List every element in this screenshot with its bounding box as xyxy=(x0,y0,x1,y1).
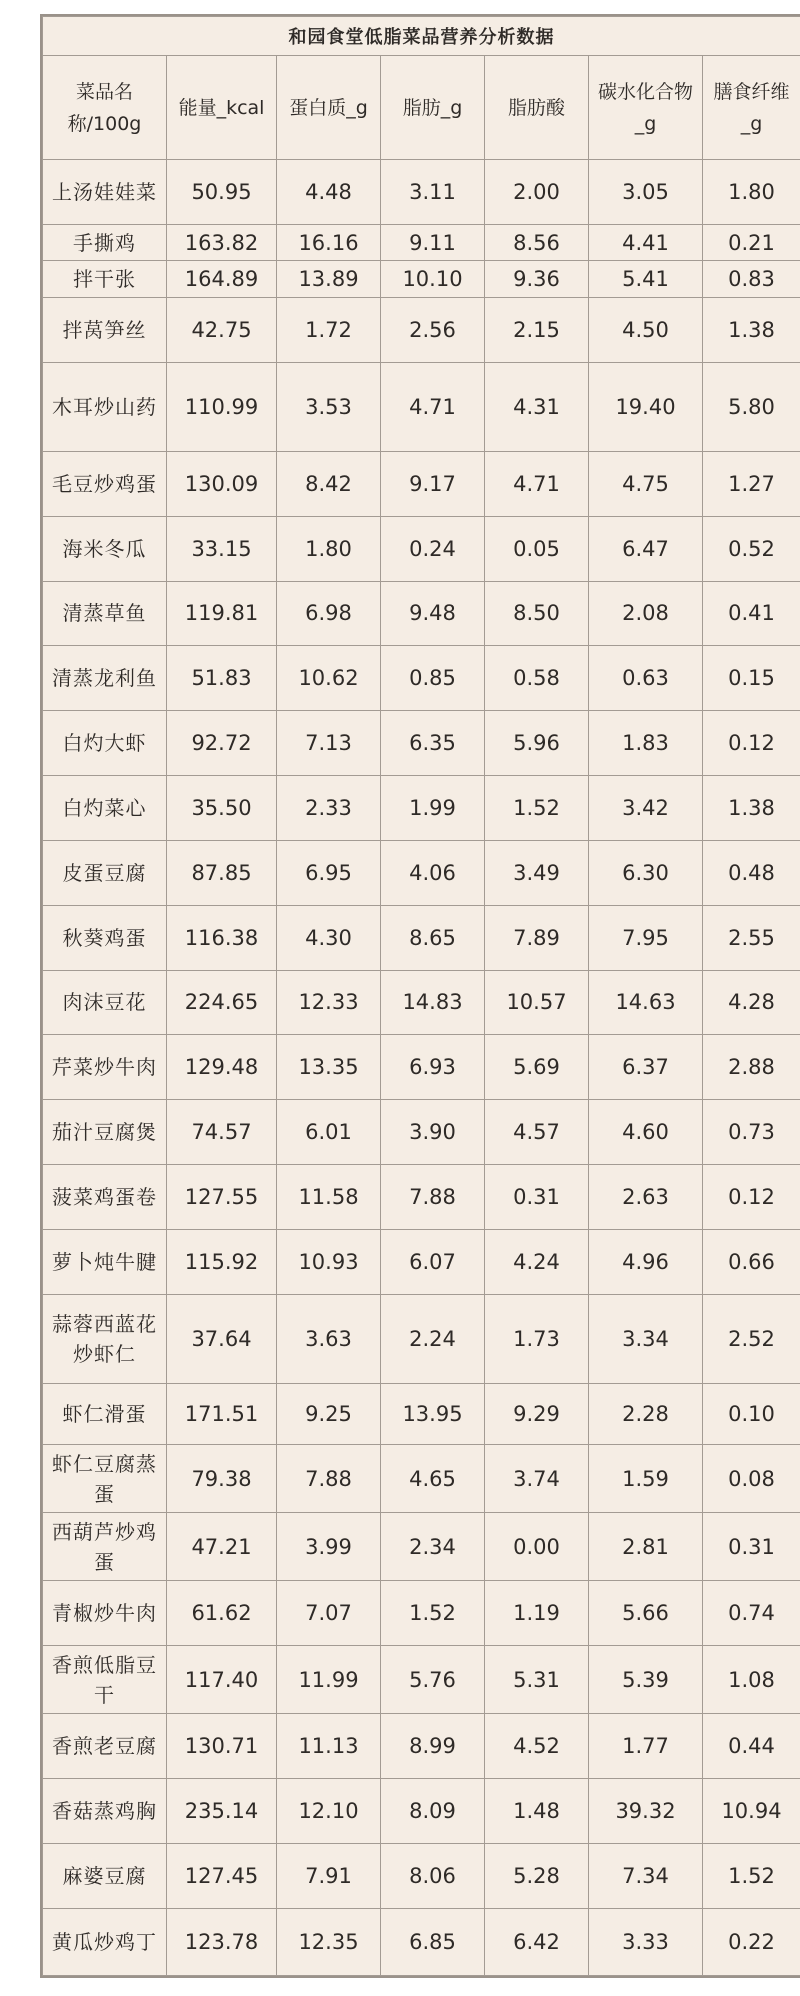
cell-carbohydrate: 1.83 xyxy=(589,711,703,776)
cell-fat: 6.07 xyxy=(381,1229,485,1294)
cell-fatty-acid: 4.71 xyxy=(485,451,589,516)
cell-dish-name: 上汤娃娃菜 xyxy=(43,160,167,225)
cell-dietary-fiber: 1.38 xyxy=(703,776,800,841)
cell-dish-name: 皮蛋豆腐 xyxy=(43,840,167,905)
cell-fatty-acid: 0.58 xyxy=(485,646,589,711)
cell-carbohydrate: 14.63 xyxy=(589,970,703,1035)
cell-protein: 12.33 xyxy=(277,970,381,1035)
table-row xyxy=(43,1779,800,1844)
cell-dietary-fiber: 0.73 xyxy=(703,1100,800,1165)
header-carbohydrate: 碳水化合物_g xyxy=(589,56,703,160)
cell-fat: 1.52 xyxy=(381,1581,485,1646)
cell-protein: 6.95 xyxy=(277,840,381,905)
table-row xyxy=(43,1843,800,1908)
cell-protein: 10.93 xyxy=(277,1229,381,1294)
cell-fat: 9.17 xyxy=(381,451,485,516)
cell-carbohydrate: 1.77 xyxy=(589,1714,703,1779)
cell-protein: 7.07 xyxy=(277,1581,381,1646)
cell-energy: 50.95 xyxy=(167,160,277,225)
cell-fatty-acid: 1.52 xyxy=(485,776,589,841)
cell-fatty-acid: 7.89 xyxy=(485,905,589,970)
table-row xyxy=(43,905,800,970)
cell-dish-name: 毛豆炒鸡蛋 xyxy=(43,451,167,516)
cell-fatty-acid: 4.24 xyxy=(485,1229,589,1294)
cell-energy: 87.85 xyxy=(167,840,277,905)
cell-dish-name: 麻婆豆腐 xyxy=(43,1843,167,1908)
cell-carbohydrate: 7.95 xyxy=(589,905,703,970)
cell-energy: 61.62 xyxy=(167,1581,277,1646)
cell-fat: 0.85 xyxy=(381,646,485,711)
cell-protein: 3.63 xyxy=(277,1294,381,1383)
cell-dish-name: 拌莴笋丝 xyxy=(43,298,167,363)
nutrition-table xyxy=(42,16,800,1976)
cell-fat: 10.10 xyxy=(381,261,485,298)
cell-dish-name: 香煎老豆腐 xyxy=(43,1714,167,1779)
cell-dietary-fiber: 0.74 xyxy=(703,1581,800,1646)
cell-dietary-fiber: 0.66 xyxy=(703,1229,800,1294)
cell-dietary-fiber: 0.10 xyxy=(703,1383,800,1445)
cell-protein: 11.99 xyxy=(277,1646,381,1714)
cell-carbohydrate: 6.47 xyxy=(589,516,703,581)
cell-energy: 127.55 xyxy=(167,1165,277,1230)
cell-fatty-acid: 3.49 xyxy=(485,840,589,905)
cell-dietary-fiber: 1.08 xyxy=(703,1646,800,1714)
cell-energy: 115.92 xyxy=(167,1229,277,1294)
cell-dish-name: 香煎低脂豆干 xyxy=(43,1646,167,1714)
table-row xyxy=(43,970,800,1035)
cell-carbohydrate: 3.42 xyxy=(589,776,703,841)
cell-protein: 13.89 xyxy=(277,261,381,298)
header-dish-name: 菜品名称/100g xyxy=(43,56,167,160)
cell-carbohydrate: 5.66 xyxy=(589,1581,703,1646)
cell-fatty-acid: 0.00 xyxy=(485,1513,589,1581)
cell-fatty-acid: 8.56 xyxy=(485,224,589,261)
cell-energy: 79.38 xyxy=(167,1445,277,1513)
cell-dish-name: 清蒸龙利鱼 xyxy=(43,646,167,711)
table-row xyxy=(43,711,800,776)
cell-carbohydrate: 2.81 xyxy=(589,1513,703,1581)
table-row xyxy=(43,1714,800,1779)
cell-carbohydrate: 6.30 xyxy=(589,840,703,905)
cell-dish-name: 肉沫豆花 xyxy=(43,970,167,1035)
cell-dietary-fiber: 0.08 xyxy=(703,1445,800,1513)
cell-energy: 171.51 xyxy=(167,1383,277,1445)
table-title: 和园食堂低脂菜品营养分析数据 xyxy=(43,17,800,56)
cell-carbohydrate: 4.96 xyxy=(589,1229,703,1294)
cell-protein: 3.53 xyxy=(277,362,381,451)
cell-protein: 12.35 xyxy=(277,1908,381,1975)
cell-dietary-fiber: 0.15 xyxy=(703,646,800,711)
cell-energy: 47.21 xyxy=(167,1513,277,1581)
cell-fat: 6.93 xyxy=(381,1035,485,1100)
cell-fat: 7.88 xyxy=(381,1165,485,1230)
cell-fatty-acid: 1.19 xyxy=(485,1581,589,1646)
cell-protein: 16.16 xyxy=(277,224,381,261)
cell-fatty-acid: 4.31 xyxy=(485,362,589,451)
cell-dietary-fiber: 2.88 xyxy=(703,1035,800,1100)
cell-fat: 9.48 xyxy=(381,581,485,646)
table-row xyxy=(43,1100,800,1165)
cell-fat: 6.35 xyxy=(381,711,485,776)
cell-dietary-fiber: 0.12 xyxy=(703,1165,800,1230)
cell-protein: 13.35 xyxy=(277,1035,381,1100)
cell-dish-name: 黄瓜炒鸡丁 xyxy=(43,1908,167,1975)
header-protein: 蛋白质_g xyxy=(277,56,381,160)
cell-fatty-acid: 5.28 xyxy=(485,1843,589,1908)
cell-protein: 11.13 xyxy=(277,1714,381,1779)
cell-carbohydrate: 5.41 xyxy=(589,261,703,298)
cell-energy: 129.48 xyxy=(167,1035,277,1100)
table-row xyxy=(43,261,800,298)
cell-energy: 33.15 xyxy=(167,516,277,581)
table-row xyxy=(43,1165,800,1230)
cell-fatty-acid: 5.69 xyxy=(485,1035,589,1100)
cell-dietary-fiber: 4.28 xyxy=(703,970,800,1035)
cell-fatty-acid: 2.15 xyxy=(485,298,589,363)
cell-fatty-acid: 5.31 xyxy=(485,1646,589,1714)
cell-energy: 164.89 xyxy=(167,261,277,298)
cell-fat: 1.99 xyxy=(381,776,485,841)
cell-energy: 51.83 xyxy=(167,646,277,711)
cell-carbohydrate: 3.34 xyxy=(589,1294,703,1383)
cell-fat: 0.24 xyxy=(381,516,485,581)
table-row xyxy=(43,581,800,646)
cell-energy: 127.45 xyxy=(167,1843,277,1908)
cell-protein: 8.42 xyxy=(277,451,381,516)
cell-dish-name: 手撕鸡 xyxy=(43,224,167,261)
cell-dietary-fiber: 0.44 xyxy=(703,1714,800,1779)
nutrition-table-sheet xyxy=(40,14,800,1978)
table-row xyxy=(43,298,800,363)
cell-dish-name: 木耳炒山药 xyxy=(43,362,167,451)
cell-fat: 4.71 xyxy=(381,362,485,451)
cell-protein: 4.30 xyxy=(277,905,381,970)
cell-carbohydrate: 39.32 xyxy=(589,1779,703,1844)
cell-fatty-acid: 0.31 xyxy=(485,1165,589,1230)
cell-energy: 235.14 xyxy=(167,1779,277,1844)
cell-dietary-fiber: 0.48 xyxy=(703,840,800,905)
cell-fatty-acid: 0.05 xyxy=(485,516,589,581)
header-energy: 能量_kcal xyxy=(167,56,277,160)
cell-dish-name: 秋葵鸡蛋 xyxy=(43,905,167,970)
cell-fat: 2.34 xyxy=(381,1513,485,1581)
cell-dish-name: 拌干张 xyxy=(43,261,167,298)
table-row xyxy=(43,776,800,841)
cell-fatty-acid: 8.50 xyxy=(485,581,589,646)
cell-dish-name: 海米冬瓜 xyxy=(43,516,167,581)
cell-energy: 74.57 xyxy=(167,1100,277,1165)
cell-energy: 130.71 xyxy=(167,1714,277,1779)
cell-fat: 2.56 xyxy=(381,298,485,363)
cell-dish-name: 青椒炒牛肉 xyxy=(43,1581,167,1646)
cell-dietary-fiber: 2.52 xyxy=(703,1294,800,1383)
table-row xyxy=(43,646,800,711)
cell-dish-name: 香菇蒸鸡胸 xyxy=(43,1779,167,1844)
cell-energy: 163.82 xyxy=(167,224,277,261)
table-row xyxy=(43,1908,800,1975)
cell-fatty-acid: 5.96 xyxy=(485,711,589,776)
cell-dietary-fiber: 0.12 xyxy=(703,711,800,776)
table-row xyxy=(43,451,800,516)
table-row xyxy=(43,1445,800,1513)
cell-dish-name: 白灼大虾 xyxy=(43,711,167,776)
cell-carbohydrate: 19.40 xyxy=(589,362,703,451)
cell-dish-name: 虾仁滑蛋 xyxy=(43,1383,167,1445)
header-fatty-acid: 脂肪酸 xyxy=(485,56,589,160)
cell-fat: 4.65 xyxy=(381,1445,485,1513)
cell-protein: 1.80 xyxy=(277,516,381,581)
cell-protein: 7.91 xyxy=(277,1843,381,1908)
cell-protein: 7.88 xyxy=(277,1445,381,1513)
cell-energy: 110.99 xyxy=(167,362,277,451)
cell-dietary-fiber: 0.22 xyxy=(703,1908,800,1975)
cell-energy: 116.38 xyxy=(167,905,277,970)
cell-fat: 8.09 xyxy=(381,1779,485,1844)
cell-carbohydrate: 2.63 xyxy=(589,1165,703,1230)
cell-fat: 8.65 xyxy=(381,905,485,970)
cell-dietary-fiber: 0.21 xyxy=(703,224,800,261)
cell-dietary-fiber: 1.80 xyxy=(703,160,800,225)
cell-dish-name: 菠菜鸡蛋卷 xyxy=(43,1165,167,1230)
table-row xyxy=(43,1035,800,1100)
table-row xyxy=(43,1581,800,1646)
cell-dietary-fiber: 0.41 xyxy=(703,581,800,646)
cell-energy: 224.65 xyxy=(167,970,277,1035)
header-fat: 脂肪_g xyxy=(381,56,485,160)
table-row xyxy=(43,1383,800,1445)
cell-dietary-fiber: 1.52 xyxy=(703,1843,800,1908)
cell-fatty-acid: 9.36 xyxy=(485,261,589,298)
table-row xyxy=(43,840,800,905)
cell-fatty-acid: 6.42 xyxy=(485,1908,589,1975)
cell-dish-name: 茄汁豆腐煲 xyxy=(43,1100,167,1165)
cell-fat: 6.85 xyxy=(381,1908,485,1975)
table-row xyxy=(43,1229,800,1294)
cell-dietary-fiber: 10.94 xyxy=(703,1779,800,1844)
cell-carbohydrate: 7.34 xyxy=(589,1843,703,1908)
cell-protein: 2.33 xyxy=(277,776,381,841)
cell-fat: 2.24 xyxy=(381,1294,485,1383)
cell-dietary-fiber: 5.80 xyxy=(703,362,800,451)
cell-carbohydrate: 2.08 xyxy=(589,581,703,646)
cell-fatty-acid: 4.57 xyxy=(485,1100,589,1165)
cell-energy: 37.64 xyxy=(167,1294,277,1383)
cell-fatty-acid: 4.52 xyxy=(485,1714,589,1779)
cell-dietary-fiber: 1.27 xyxy=(703,451,800,516)
cell-energy: 35.50 xyxy=(167,776,277,841)
cell-fat: 3.11 xyxy=(381,160,485,225)
cell-protein: 12.10 xyxy=(277,1779,381,1844)
cell-dish-name: 萝卜炖牛腱 xyxy=(43,1229,167,1294)
cell-protein: 11.58 xyxy=(277,1165,381,1230)
cell-energy: 42.75 xyxy=(167,298,277,363)
cell-carbohydrate: 4.75 xyxy=(589,451,703,516)
cell-fat: 5.76 xyxy=(381,1646,485,1714)
table-row xyxy=(43,362,800,451)
table-row xyxy=(43,224,800,261)
cell-carbohydrate: 6.37 xyxy=(589,1035,703,1100)
cell-carbohydrate: 3.05 xyxy=(589,160,703,225)
cell-carbohydrate: 4.50 xyxy=(589,298,703,363)
cell-dietary-fiber: 1.38 xyxy=(703,298,800,363)
cell-fatty-acid: 1.73 xyxy=(485,1294,589,1383)
cell-fatty-acid: 10.57 xyxy=(485,970,589,1035)
cell-dietary-fiber: 0.52 xyxy=(703,516,800,581)
cell-energy: 117.40 xyxy=(167,1646,277,1714)
table-row xyxy=(43,1646,800,1714)
cell-dish-name: 清蒸草鱼 xyxy=(43,581,167,646)
cell-dietary-fiber: 2.55 xyxy=(703,905,800,970)
cell-protein: 7.13 xyxy=(277,711,381,776)
cell-carbohydrate: 4.41 xyxy=(589,224,703,261)
cell-carbohydrate: 5.39 xyxy=(589,1646,703,1714)
cell-fatty-acid: 2.00 xyxy=(485,160,589,225)
cell-carbohydrate: 1.59 xyxy=(589,1445,703,1513)
cell-fat: 8.99 xyxy=(381,1714,485,1779)
cell-fatty-acid: 1.48 xyxy=(485,1779,589,1844)
cell-fat: 13.95 xyxy=(381,1383,485,1445)
cell-fatty-acid: 3.74 xyxy=(485,1445,589,1513)
cell-carbohydrate: 0.63 xyxy=(589,646,703,711)
cell-protein: 6.98 xyxy=(277,581,381,646)
cell-fat: 14.83 xyxy=(381,970,485,1035)
cell-carbohydrate: 2.28 xyxy=(589,1383,703,1445)
cell-carbohydrate: 4.60 xyxy=(589,1100,703,1165)
cell-carbohydrate: 3.33 xyxy=(589,1908,703,1975)
table-row xyxy=(43,160,800,225)
cell-protein: 3.99 xyxy=(277,1513,381,1581)
cell-protein: 9.25 xyxy=(277,1383,381,1445)
cell-protein: 10.62 xyxy=(277,646,381,711)
cell-protein: 4.48 xyxy=(277,160,381,225)
header-row xyxy=(43,56,800,160)
table-row xyxy=(43,1294,800,1383)
cell-dish-name: 蒜蓉西蓝花炒虾仁 xyxy=(43,1294,167,1383)
cell-dietary-fiber: 0.83 xyxy=(703,261,800,298)
cell-energy: 130.09 xyxy=(167,451,277,516)
cell-dish-name: 西葫芦炒鸡蛋 xyxy=(43,1513,167,1581)
cell-dietary-fiber: 0.31 xyxy=(703,1513,800,1581)
cell-fatty-acid: 9.29 xyxy=(485,1383,589,1445)
cell-energy: 92.72 xyxy=(167,711,277,776)
cell-fat: 4.06 xyxy=(381,840,485,905)
table-row xyxy=(43,516,800,581)
cell-dish-name: 白灼菜心 xyxy=(43,776,167,841)
cell-energy: 119.81 xyxy=(167,581,277,646)
table-body xyxy=(43,160,800,1976)
cell-fat: 3.90 xyxy=(381,1100,485,1165)
header-dietary-fiber: 膳食纤维_g xyxy=(703,56,800,160)
cell-protein: 1.72 xyxy=(277,298,381,363)
table-row xyxy=(43,1513,800,1581)
cell-energy: 123.78 xyxy=(167,1908,277,1975)
cell-fat: 9.11 xyxy=(381,224,485,261)
cell-protein: 6.01 xyxy=(277,1100,381,1165)
cell-dish-name: 芹菜炒牛肉 xyxy=(43,1035,167,1100)
cell-dish-name: 虾仁豆腐蒸蛋 xyxy=(43,1445,167,1513)
cell-fat: 8.06 xyxy=(381,1843,485,1908)
